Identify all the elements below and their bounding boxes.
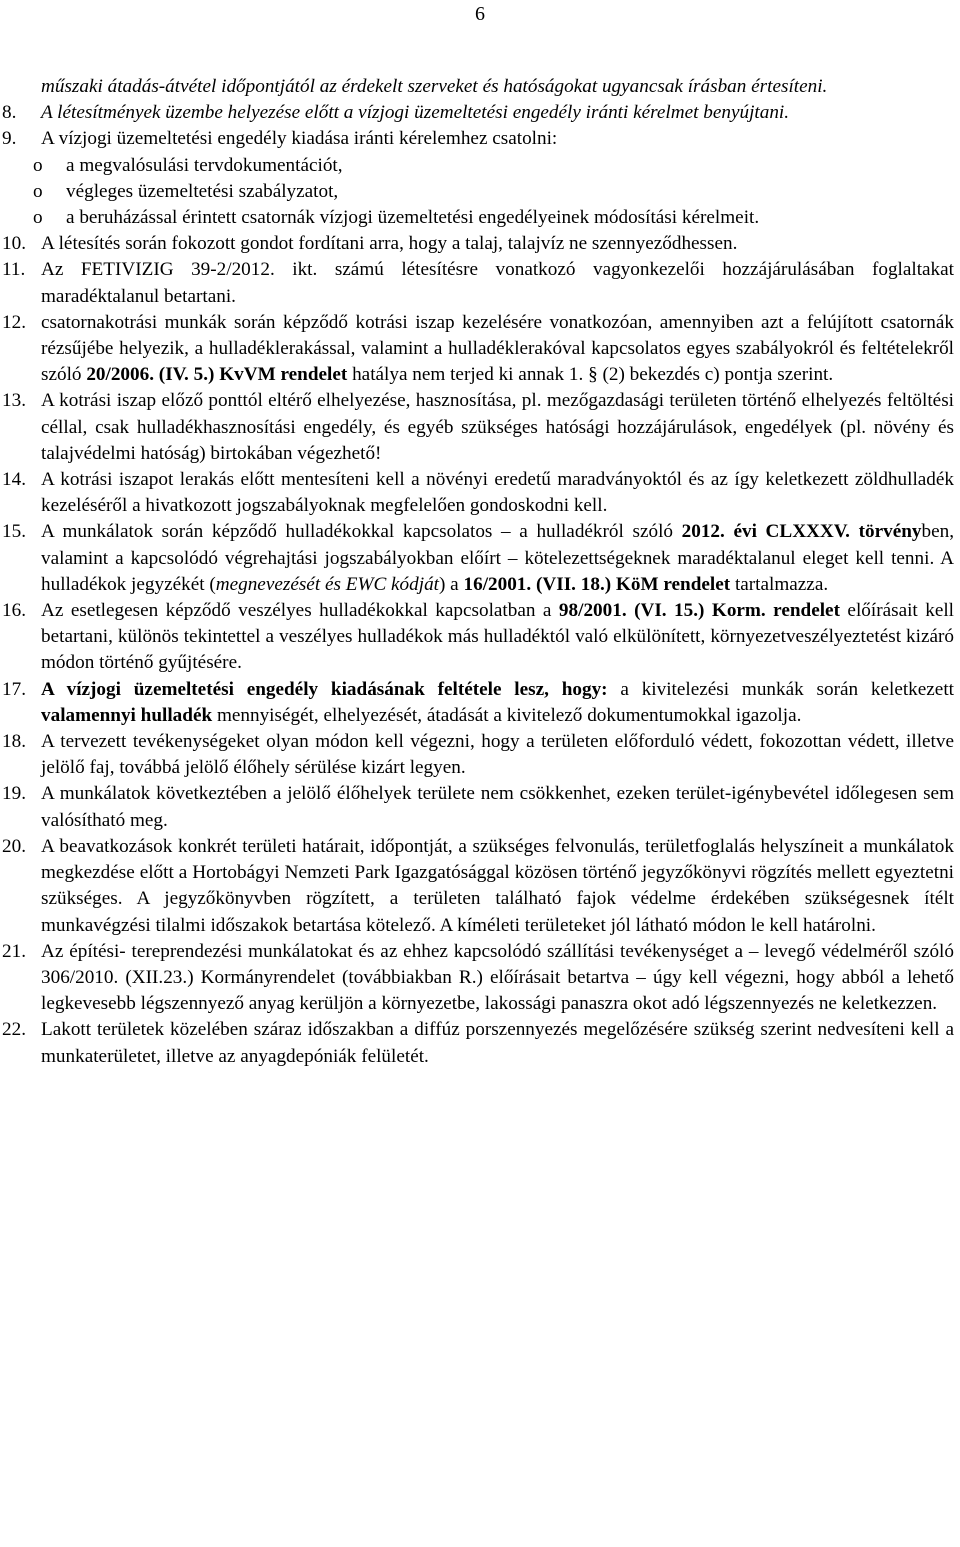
list-item-number: 21. — [2, 940, 26, 962]
list-item-number: 13. — [2, 390, 26, 412]
list-item-number: 20. — [2, 835, 26, 857]
bold-segment: 2012. évi CLXXXV. törvény — [681, 521, 922, 543]
intro-text: műszaki átadás-átvétel időpontjától az érdekelt szerveket és hatóságokat ugyancsak írásban értesíteni. — [41, 76, 828, 97]
list-item-18 — [0, 729, 960, 781]
list-item-number: 17. — [2, 678, 26, 700]
list-item-12 — [0, 310, 960, 389]
list-item-21 — [0, 939, 960, 1018]
bold-segment: valamennyi hulladék — [41, 704, 213, 726]
text-segment: csatornakotrási munkák során képződő kotrási iszap kezelésére vonatkozóan, amennyiben azt a felújított csatornák rézsűjébe helyezik, a hulladéklerakással, valamint a hulladéklerakóval kapcsolatos egyes szabályokról és feltételekről szóló — [41, 311, 954, 386]
sub-item-text: végleges üzemeltetési szabályzatot, — [66, 180, 339, 202]
document-body — [0, 74, 960, 1070]
list-item-number: 22. — [2, 1019, 26, 1041]
list-item-number: 18. — [2, 731, 26, 753]
text-segment: a kivitelezési munkák során keletkezett — [607, 678, 954, 700]
list-item-8 — [0, 100, 960, 126]
text-segment: mennyiségét, elhelyezését, átadását a kivitelező dokumentumokkal igazolja. — [212, 704, 802, 726]
list-item-19 — [0, 781, 960, 833]
text-segment: ben, valamint a kapcsolódó végrehajtási jogszabályokban előírt – kötelezettségeknek maradéktalanul eleget kell tenni. A hulladékok jegyzékét ( — [41, 521, 954, 595]
list-item-13 — [0, 388, 960, 467]
list-item-22 — [0, 1017, 960, 1069]
sub-item — [0, 153, 960, 179]
page-number: 6 — [475, 3, 485, 25]
text-segment: tartalmazza. — [730, 573, 829, 595]
list-item-17 — [0, 677, 960, 729]
list-item-text: Lakott területek közelében száraz időszakban a diffúz porszennyezés megelőzésére szükség szerint nedvesíteni kell a munkaterületet, illetve az anyagdepóniák felületét. — [41, 1019, 954, 1067]
bullet-icon: o — [33, 154, 43, 176]
list-item-text: A létesítés során fokozott gondot fordítani arra, hogy a talaj, talajvíz ne szennyeződhessen. — [41, 233, 738, 255]
list-item-9 — [0, 126, 960, 152]
text-segment: előírásait kell betartani, különös tekintettel a veszélyes hulladékok más hulladéktól való elkülönített, környezetveszélyeztetést kizáró módon történő gyűjtésére. — [41, 600, 954, 674]
list-item-number: 9. — [2, 128, 17, 150]
list-item-number: 12. — [2, 311, 26, 333]
list-item-text: A kotrási iszap előző ponttól eltérő elhelyezése, hasznosítása, pl. mezőgazdasági területen történő elhelyezés feltöltési céllal, csak hulladékhasznosítási engedély, és egyéb szükséges hatósági hozzájárulások, engedélyek (pl. növény és talajvédelmi hatóság) birtokában végezhető! — [41, 390, 954, 464]
list-item-text: A létesítmények üzembe helyezése előtt a vízjogi üzemeltetési engedély iránti kérelmet benyújtani. — [41, 102, 790, 124]
italic-segment: megnevezését és EWC kódját — [215, 573, 439, 595]
list-item-11 — [0, 257, 960, 309]
bold-segment: 16/2001. (VII. 18.) KöM rendelet — [463, 573, 731, 595]
list-item-number: 10. — [2, 233, 26, 255]
intro-paragraph — [0, 74, 960, 100]
bold-segment: 20/2006. (IV. 5.) KvVM rendelet — [86, 364, 348, 386]
list-item-text: A beavatkozások konkrét területi határait, időpontját, a szükséges felvonulás, területfoglalás helyszíneit a munkálatok megkezdése előtt a Hortobágyi Nemzeti Park Igazgatósággal közösen történő jegyzőkönyvi rögzítés mellett egyeztetni szükséges. A jegyzőkönyvben rögzített, a területen található fajok védelme érdekében szükségesnek ítélt munkavégzési tilalmi időszakok betartása kötelező. A kíméleti területeket jól látható módon le kell határolni. — [41, 835, 954, 936]
bold-segment: 98/2001. (VI. 15.) Korm. rendelet — [558, 600, 840, 622]
list-item-14 — [0, 467, 960, 519]
list-item-text: A munkálatok következtében a jelölő élőhelyek területe nem csökkenhet, ezeken terület-igénybevétel időlegesen sem valósítható meg. — [41, 783, 954, 831]
list-item-number: 19. — [2, 783, 26, 805]
list-item-number: 15. — [2, 521, 26, 543]
list-item-text: Az FETIVIZIG 39-2/2012. ikt. számú létesítésre vonatkozó vagyonkezelői hozzájárulásában foglaltakat maradéktalanul betartani. — [41, 259, 954, 307]
list-item-15 — [0, 519, 960, 598]
text-segment: Az esetlegesen képződő veszélyes hulladékokkal kapcsolatban a — [41, 600, 559, 622]
bold-segment: A vízjogi üzemeltetési engedély kiadásának feltétele lesz, hogy: — [41, 678, 608, 700]
text-segment: hatálya nem terjed ki annak 1. § (2) bekezdés c) pontja szerint. — [347, 364, 834, 386]
list-item-10 — [0, 231, 960, 257]
list-item-number: 11. — [2, 259, 26, 281]
text-segment: A munkálatok során képződő hulladékokkal kapcsolatos – a hulladékról szóló — [41, 521, 682, 543]
list-item-text: A tervezett tevékenységeket olyan módon kell végezni, hogy a területen előforduló védett, fokozottan védett, illetve jelölő faj, továbbá jelölő élőhely sérülése kizárt legyen. — [41, 731, 954, 779]
list-item-text: A kotrási iszapot lerakás előtt mentesíteni kell a növényi eredetű maradványoktól és az így keletkezett zöldhulladék kezeléséről a hivatkozott jogszabályoknak megfelelően gondoskodni kell. — [41, 469, 954, 517]
sub-item-text: a megvalósulási tervdokumentációt, — [66, 154, 343, 176]
list-item-number: 16. — [2, 600, 26, 622]
sub-item — [0, 179, 960, 205]
text-segment: ) a — [439, 573, 464, 595]
bullet-icon: o — [33, 207, 43, 229]
bullet-icon: o — [33, 180, 43, 202]
sub-item — [0, 205, 960, 231]
list-item-16 — [0, 598, 960, 677]
list-item-number: 14. — [2, 469, 26, 491]
sub-item-text: a beruházással érintett csatornák vízjogi üzemeltetési engedélyeinek módosítási kérelmeit. — [66, 207, 760, 229]
list-item-20 — [0, 834, 960, 939]
list-item-text: A vízjogi üzemeltetési engedély kiadása iránti kérelemhez csatolni: — [41, 128, 558, 150]
list-item-number: 8. — [2, 102, 17, 124]
list-item-text: Az építési- tereprendezési munkálatokat és az ehhez kapcsolódó szállítási tevékenységet a – levegő védelméről szóló 306/2010. (XII.23.) Kormányrendelet (továbbiakban R.) előírásait betartva – úgy kell végezni, hogy abból a lehető legkevesebb légszennyező anyag kerüljön a környezetbe, lakossági panaszra okot adó légszennyezés ne keletkezzen. — [41, 940, 954, 1015]
